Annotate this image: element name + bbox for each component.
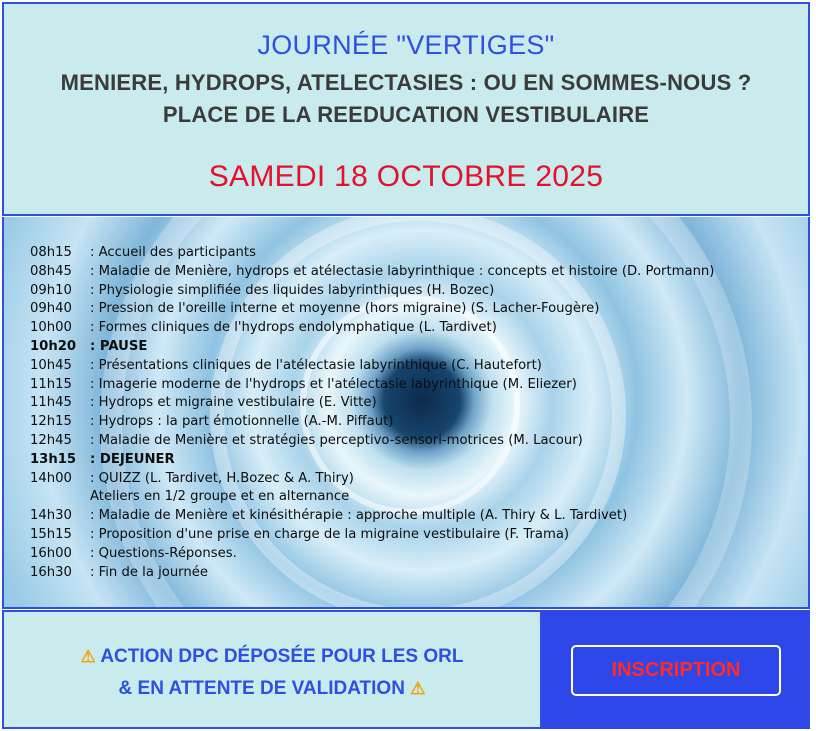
schedule-separator: : bbox=[90, 357, 99, 373]
schedule-item bbox=[30, 300, 798, 319]
schedule-item bbox=[30, 432, 798, 451]
schedule-time: 09h10 bbox=[30, 282, 72, 298]
schedule-separator: : bbox=[90, 320, 99, 336]
schedule-text: Physiologie simplifiée des liquides labyrinthiques (H. Bozec) bbox=[98, 282, 495, 298]
schedule-time: 08h15 bbox=[30, 245, 72, 260]
program-panel bbox=[2, 217, 810, 609]
schedule-text: PAUSE bbox=[99, 338, 148, 354]
inscription-button[interactable]: INSCRIPTION bbox=[571, 645, 781, 696]
schedule-text: QUIZZ (L. Tardivet, H.Bozec & A. Thiry) bbox=[98, 470, 354, 486]
cta-panel bbox=[542, 610, 810, 729]
schedule-time: 09h40 bbox=[30, 301, 72, 317]
schedule-item bbox=[30, 263, 798, 282]
schedule-separator: : bbox=[90, 395, 99, 411]
notice-text-line2: & EN ATTENTE DE VALIDATION bbox=[118, 678, 405, 699]
schedule-text: Maladie de Menière, hydrops et atélectasie labyrinthique : concepts et histoire (D. Portmann) bbox=[98, 263, 715, 279]
schedule-text: Hydrops et migraine vestibulaire (E. Vitte) bbox=[98, 395, 377, 411]
dpc-notice-line2 bbox=[4, 678, 540, 700]
schedule-separator: : bbox=[90, 432, 99, 448]
schedule-time: 10h20 bbox=[30, 338, 77, 354]
schedule-item bbox=[30, 394, 798, 413]
schedule-text: Formes cliniques de l'hydrops endolymphatique (L. Tardivet) bbox=[98, 320, 497, 336]
schedule-time: 14h00 bbox=[30, 470, 72, 486]
schedule-time: 14h30 bbox=[30, 508, 72, 524]
schedule-time: 11h15 bbox=[30, 376, 72, 392]
event-subtitle-line2: PLACE DE LA REEDUCATION VESTIBULAIRE bbox=[162, 102, 650, 127]
schedule-text: Hydrops : la part émotionnelle (A.-M. Piffaut) bbox=[98, 414, 394, 430]
schedule-item bbox=[30, 545, 798, 564]
schedule-time: 16h00 bbox=[30, 545, 72, 561]
header-banner bbox=[2, 2, 810, 216]
schedule-text: Maladie de Menière et stratégies perceptivo-sensori-motrices (M. Lacour) bbox=[98, 432, 583, 448]
schedule-text: Proposition d'une prise en charge de la migraine vestibulaire (F. Trama) bbox=[98, 526, 570, 542]
schedule-separator: : bbox=[90, 338, 100, 354]
schedule-time: 12h45 bbox=[30, 432, 72, 448]
schedule-item bbox=[30, 526, 798, 545]
schedule-separator: : bbox=[90, 470, 99, 486]
schedule-separator: : bbox=[90, 263, 99, 279]
warning-icon: ⚠ bbox=[410, 679, 426, 698]
schedule-text: Accueil des participants bbox=[98, 245, 256, 260]
schedule-time: 13h15 bbox=[30, 451, 77, 467]
schedule-separator: : bbox=[90, 301, 99, 317]
schedule-item bbox=[30, 282, 798, 301]
schedule-time: 10h00 bbox=[30, 320, 72, 336]
schedule-time: 08h45 bbox=[30, 263, 72, 279]
schedule-time: 16h30 bbox=[30, 564, 72, 580]
dpc-notice-line1 bbox=[4, 646, 540, 668]
schedule-time: 10h45 bbox=[30, 357, 72, 373]
schedule-time: 15h15 bbox=[30, 526, 72, 542]
schedule-time: 11h45 bbox=[30, 395, 72, 411]
schedule-item bbox=[30, 564, 798, 583]
schedule-separator: : bbox=[90, 564, 99, 580]
schedule-text: Pression de l'oreille interne et moyenne (hors migraine) (S. Lacher-Fougère) bbox=[98, 301, 600, 317]
schedule-item bbox=[30, 413, 798, 432]
schedule-text: Présentations cliniques de l'atélectasie labyrinthique (C. Hautefort) bbox=[98, 357, 542, 373]
schedule-item bbox=[30, 470, 798, 489]
event-subtitle-line1: MENIERE, HYDROPS, ATELECTASIES : OU EN SOMMES-NOUS ? bbox=[60, 70, 752, 95]
schedule-separator: : bbox=[90, 376, 99, 392]
schedule-separator: : bbox=[90, 414, 99, 430]
schedule-separator: : bbox=[90, 508, 99, 524]
schedule-item bbox=[30, 488, 798, 507]
notice-text-line1: ACTION DPC DÉPOSÉE POUR LES ORL bbox=[100, 646, 464, 667]
schedule-text: DEJEUNER bbox=[99, 451, 175, 467]
schedule-text: Ateliers en 1/2 groupe et en alternance bbox=[90, 489, 350, 505]
schedule-time: 12h15 bbox=[30, 414, 72, 430]
event-title: JOURNÉE "VERTIGES" bbox=[257, 30, 555, 60]
schedule-item bbox=[30, 507, 798, 526]
dpc-notice-panel bbox=[2, 610, 542, 729]
event-date: SAMEDI 18 OCTOBRE 2025 bbox=[208, 160, 604, 193]
schedule-text: Imagerie moderne de l'hydrops et l'atélectasie labyrinthique (M. Eliezer) bbox=[98, 376, 577, 392]
schedule-item bbox=[30, 357, 798, 376]
schedule-separator: : bbox=[90, 451, 100, 467]
schedule-item bbox=[30, 319, 798, 338]
schedule-separator: : bbox=[90, 545, 99, 561]
schedule-separator: : bbox=[90, 282, 99, 298]
schedule-item bbox=[30, 376, 798, 395]
schedule-separator: : bbox=[90, 526, 99, 542]
schedule-item bbox=[30, 451, 798, 470]
schedule-text: Fin de la journée bbox=[98, 564, 208, 580]
schedule-text: Maladie de Menière et kinésithérapie : approche multiple (A. Thiry & L. Tardivet) bbox=[98, 508, 628, 524]
warning-icon: ⚠ bbox=[80, 647, 96, 666]
schedule-item bbox=[30, 244, 798, 263]
schedule-text: Questions-Réponses. bbox=[98, 545, 237, 561]
schedule-item bbox=[30, 338, 798, 357]
schedule-list bbox=[30, 244, 798, 582]
schedule-separator: : bbox=[90, 245, 99, 260]
